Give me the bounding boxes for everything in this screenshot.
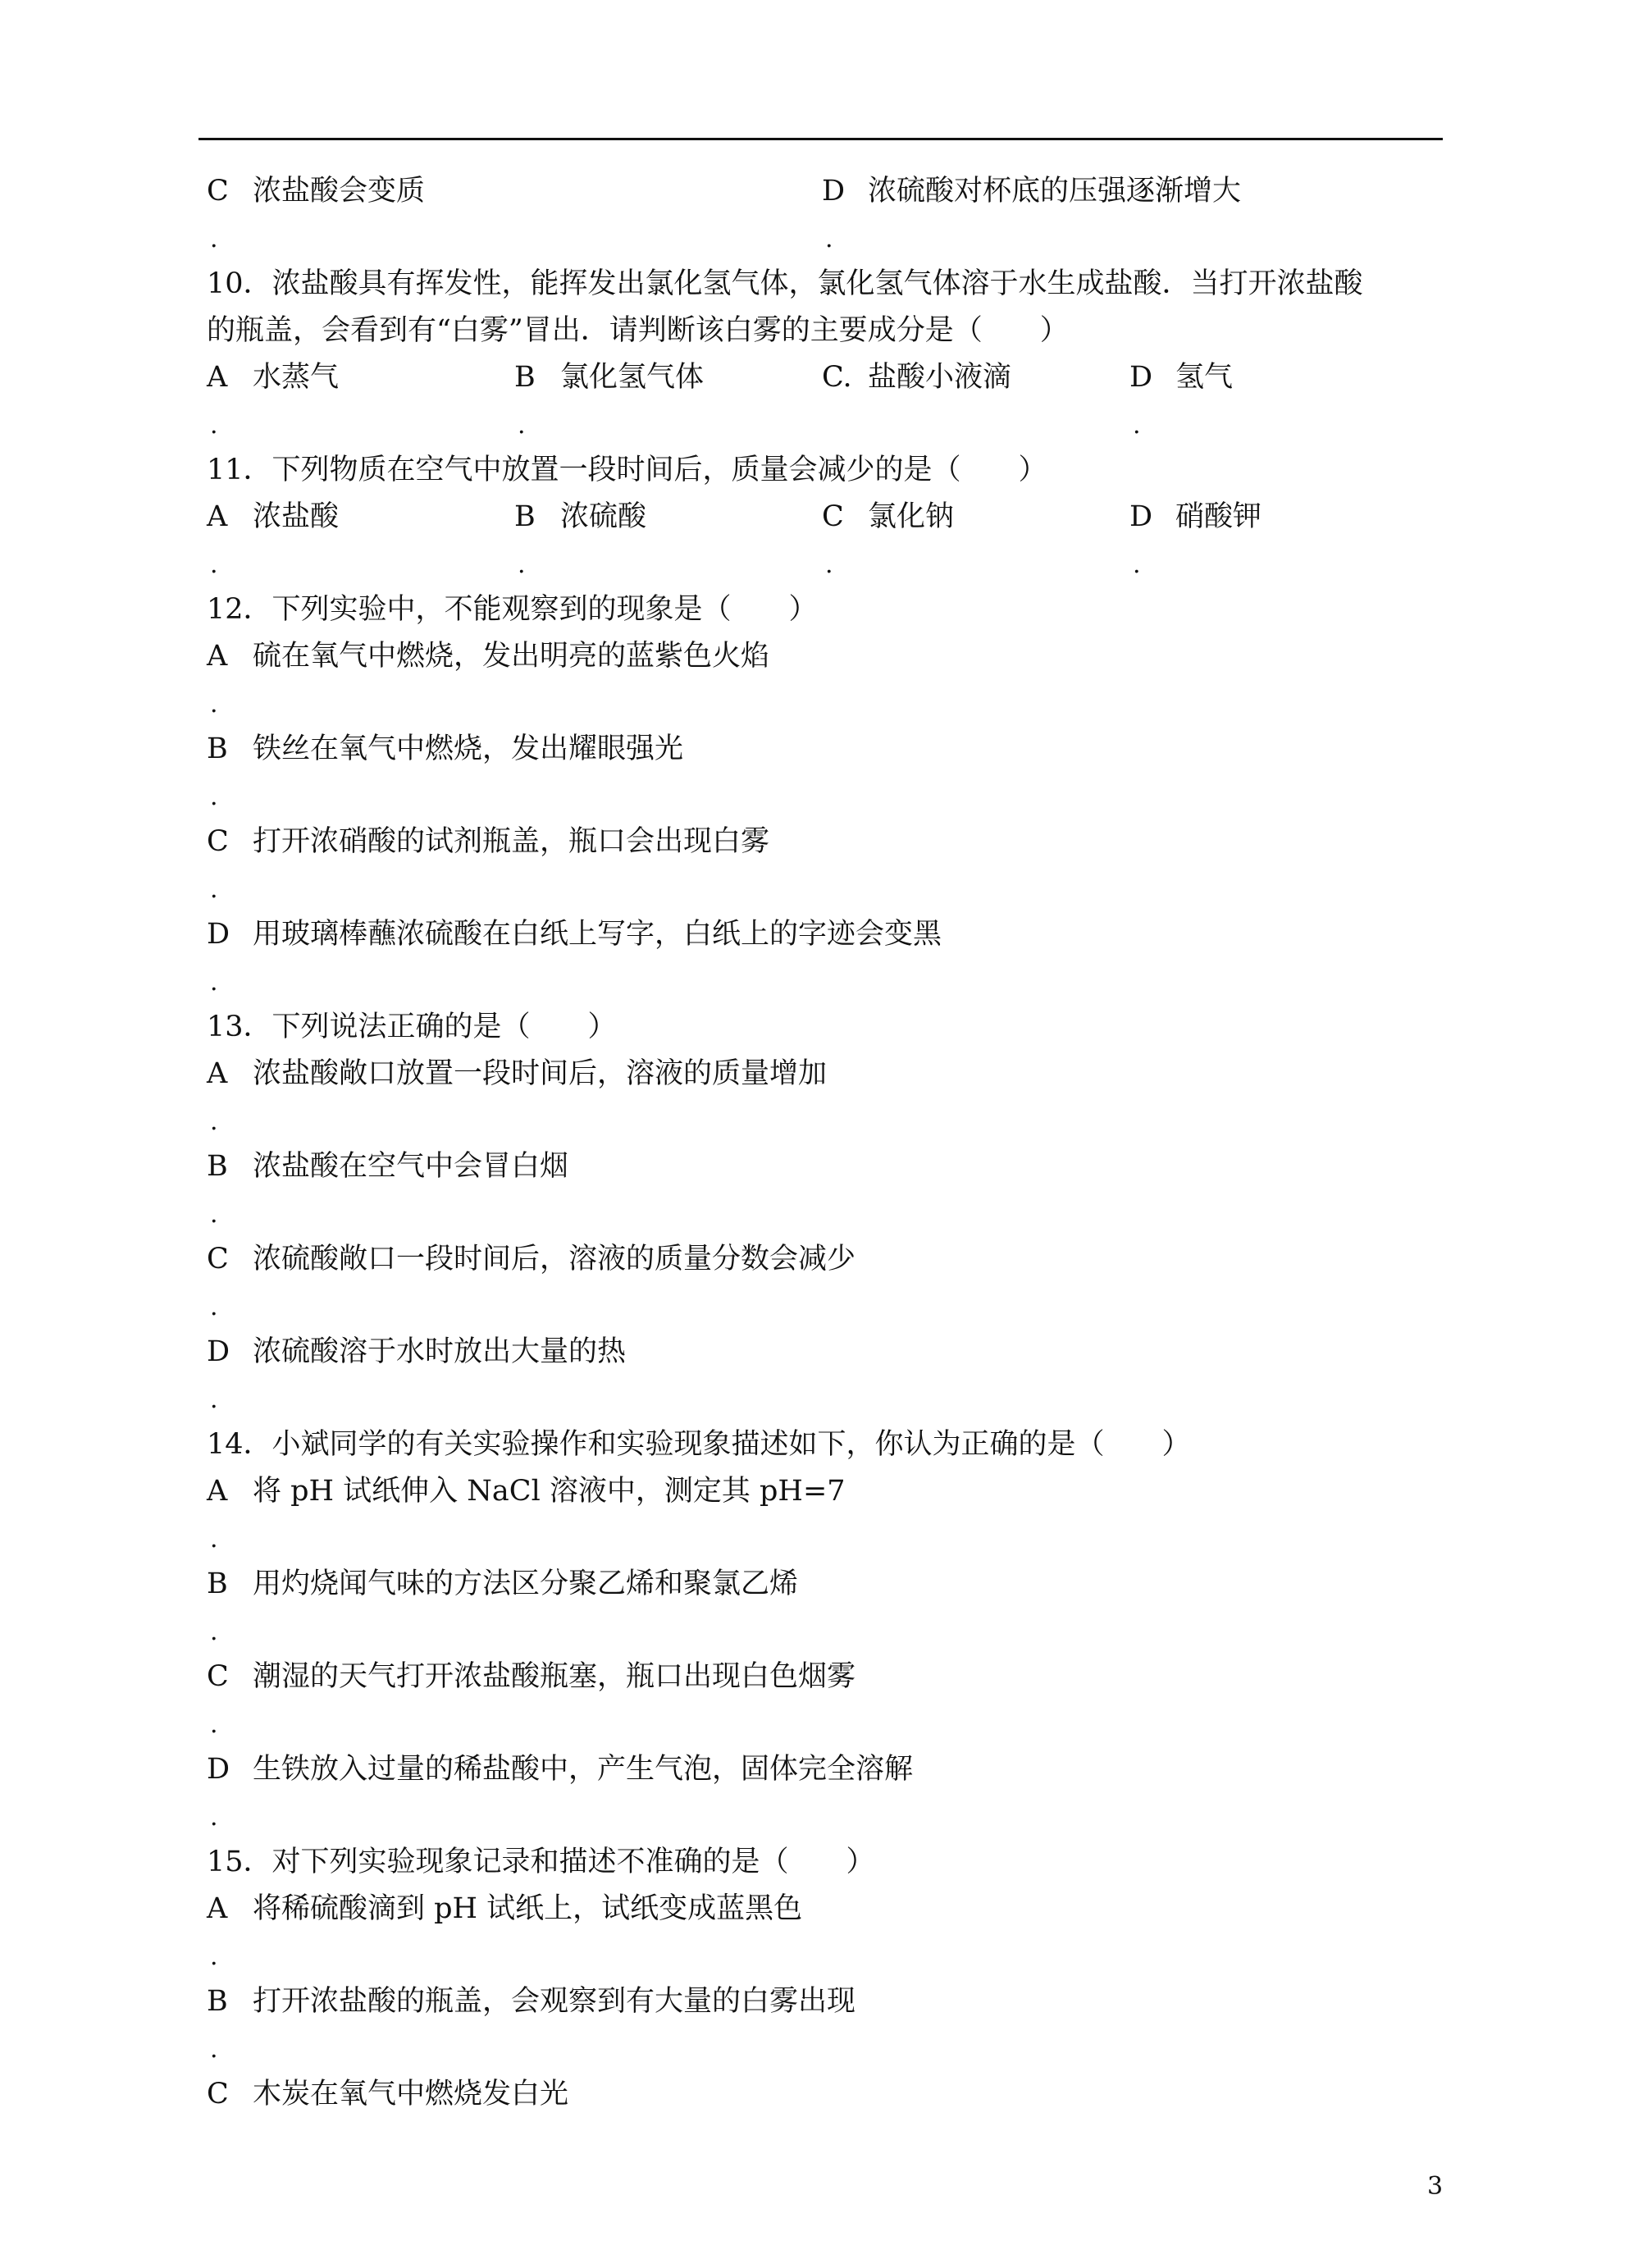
option-text: 将稀硫酸滴到 pH 试纸上，试纸变成蓝黑色 bbox=[253, 1892, 803, 1925]
separator-dot: . bbox=[210, 1803, 218, 1832]
option-letter: B bbox=[207, 1150, 228, 1183]
separator-dot: . bbox=[210, 1200, 218, 1229]
option-letter: C bbox=[207, 1243, 229, 1275]
option-text: 浓硫酸敞口一段时间后，溶液的质量分数会减少 bbox=[253, 1243, 856, 1275]
separator-dot: . bbox=[518, 411, 526, 440]
separator-dot: . bbox=[210, 411, 218, 440]
separator-dot: . bbox=[518, 550, 526, 579]
separator-dot: . bbox=[210, 550, 218, 579]
q9-option-c bbox=[207, 175, 425, 208]
option-text: 木炭在氧气中燃烧发白光 bbox=[253, 2078, 569, 2111]
separator-dot: . bbox=[210, 783, 218, 811]
option-text: 潮湿的天气打开浓盐酸瓶塞，瓶口出现白色烟雾 bbox=[253, 1660, 856, 1693]
option-letter: C bbox=[207, 175, 229, 208]
separator-dot: . bbox=[1133, 550, 1141, 579]
q14-option-d bbox=[207, 1753, 913, 1786]
q13-option-c bbox=[207, 1243, 856, 1275]
option-letter: C bbox=[207, 1660, 229, 1693]
option-letter: C bbox=[207, 2078, 229, 2111]
q15-option-b bbox=[207, 1985, 856, 2018]
option-text: 氢气 bbox=[1175, 361, 1234, 394]
separator-dot: . bbox=[210, 1710, 218, 1739]
q14-option-a bbox=[207, 1475, 846, 1508]
q11-stem: 11．下列物质在空气中放置一段时间后，质量会减少的是（ ） bbox=[207, 454, 1047, 486]
separator-dot: . bbox=[210, 1618, 218, 1646]
option-letter: D bbox=[1129, 361, 1153, 394]
option-letter: A bbox=[207, 1475, 228, 1508]
option-text: 浓盐酸在空气中会冒白烟 bbox=[253, 1150, 569, 1183]
option-letter: A bbox=[207, 640, 228, 673]
q9-option-d bbox=[822, 175, 1241, 208]
option-text: 硝酸钾 bbox=[1175, 500, 1262, 533]
option-text: 浓硫酸 bbox=[560, 500, 647, 533]
option-letter: A bbox=[207, 1057, 228, 1090]
option-text: 氯化钠 bbox=[868, 500, 955, 533]
q12-option-b bbox=[207, 732, 683, 765]
option-letter: C bbox=[822, 500, 844, 533]
option-text: 浓盐酸会变质 bbox=[253, 175, 426, 208]
option-text: 浓盐酸 bbox=[253, 500, 340, 533]
option-letter: D bbox=[207, 918, 230, 951]
option-letter: D bbox=[207, 1753, 230, 1786]
separator-dot: . bbox=[210, 1942, 218, 1971]
q11-option-b bbox=[514, 500, 646, 533]
separator-dot: . bbox=[210, 875, 218, 904]
option-letter: B bbox=[514, 500, 536, 533]
option-text: 打开浓盐酸的瓶盖，会观察到有大量的白雾出现 bbox=[253, 1985, 856, 2018]
q13-stem: 13．下列说法正确的是（ ） bbox=[207, 1011, 617, 1043]
q11-option-a bbox=[207, 500, 339, 533]
option-letter: A bbox=[207, 361, 228, 394]
option-letter: C bbox=[207, 825, 229, 858]
q13-option-d bbox=[207, 1335, 626, 1368]
separator-dot: . bbox=[1133, 411, 1141, 440]
q14-option-c bbox=[207, 1660, 856, 1693]
separator-dot: . bbox=[825, 225, 833, 253]
q10-option-b bbox=[514, 361, 704, 394]
option-text: 浓硫酸对杯底的压强逐渐增大 bbox=[868, 175, 1242, 208]
option-text: 浓盐酸敞口放置一段时间后，溶液的质量增加 bbox=[253, 1057, 828, 1090]
option-letter: D bbox=[1129, 500, 1153, 533]
separator-dot: . bbox=[210, 1525, 218, 1554]
q13-option-b bbox=[207, 1150, 568, 1183]
q15-stem: 15．对下列实验现象记录和描述不准确的是（ ） bbox=[207, 1846, 875, 1878]
option-letter: B bbox=[207, 1985, 228, 2018]
header-rule bbox=[198, 138, 1443, 140]
option-text: 用灼烧闻气味的方法区分聚乙烯和聚氯乙烯 bbox=[253, 1568, 799, 1600]
option-letter: D bbox=[207, 1335, 230, 1368]
separator-dot: . bbox=[210, 2035, 218, 2064]
option-text: 铁丝在氧气中燃烧，发出耀眼强光 bbox=[253, 732, 684, 765]
option-letter: B bbox=[207, 1568, 228, 1600]
q14-option-b bbox=[207, 1568, 798, 1600]
option-letter: B bbox=[514, 361, 536, 394]
separator-dot: . bbox=[210, 1107, 218, 1136]
option-text: 盐酸小液滴 bbox=[868, 361, 1012, 394]
q15-option-a bbox=[207, 1892, 802, 1925]
q14-stem: 14．小斌同学的有关实验操作和实验现象描述如下，你认为正确的是（ ） bbox=[207, 1428, 1191, 1461]
option-letter: A bbox=[207, 1892, 228, 1925]
separator-dot: . bbox=[210, 1293, 218, 1321]
q10-stem-line1: 10．浓盐酸具有挥发性，能挥发出氯化氢气体，氯化氢气体溶于水生成盐酸．当打开浓盐酸 bbox=[207, 267, 1363, 300]
q10-option-c bbox=[822, 361, 1011, 394]
option-text: 氯化氢气体 bbox=[560, 361, 705, 394]
q11-option-d bbox=[1129, 500, 1262, 533]
separator-dot: . bbox=[210, 690, 218, 719]
option-letter: A bbox=[207, 500, 228, 533]
option-letter: D bbox=[822, 175, 846, 208]
separator-dot: . bbox=[825, 550, 833, 579]
q15-option-c bbox=[207, 2078, 568, 2111]
q10-option-d bbox=[1129, 361, 1233, 394]
q10-option-a bbox=[207, 361, 339, 394]
q13-option-a bbox=[207, 1057, 827, 1090]
separator-dot: . bbox=[210, 1385, 218, 1414]
q12-option-c bbox=[207, 825, 769, 858]
option-text: 水蒸气 bbox=[253, 361, 340, 394]
q12-option-a bbox=[207, 640, 769, 673]
page-number: 3 bbox=[1427, 2172, 1444, 2201]
option-letter: B bbox=[207, 732, 228, 765]
separator-dot: . bbox=[210, 225, 218, 253]
option-letter: C. bbox=[822, 361, 852, 394]
option-text: 硫在氧气中燃烧，发出明亮的蓝紫色火焰 bbox=[253, 640, 770, 673]
q12-option-d bbox=[207, 918, 942, 951]
option-text: 浓硫酸溶于水时放出大量的热 bbox=[253, 1335, 627, 1368]
option-text: 将 pH 试纸伸入 NaCl 溶液中，测定其 pH=7 bbox=[253, 1475, 846, 1508]
option-text: 生铁放入过量的稀盐酸中，产生气泡，固体完全溶解 bbox=[253, 1753, 914, 1786]
option-text: 用玻璃棒蘸浓硫酸在白纸上写字，白纸上的字迹会变黑 bbox=[253, 918, 942, 951]
q10-stem-line2: 的瓶盖，会看到有“白雾”冒出．请判断该白雾的主要成分是（ ） bbox=[207, 314, 1069, 347]
q11-option-c bbox=[822, 500, 954, 533]
option-text: 打开浓硝酸的试剂瓶盖，瓶口会出现白雾 bbox=[253, 825, 770, 858]
q12-stem: 12．下列实验中，不能观察到的现象是（ ） bbox=[207, 593, 818, 626]
separator-dot: . bbox=[210, 968, 218, 997]
